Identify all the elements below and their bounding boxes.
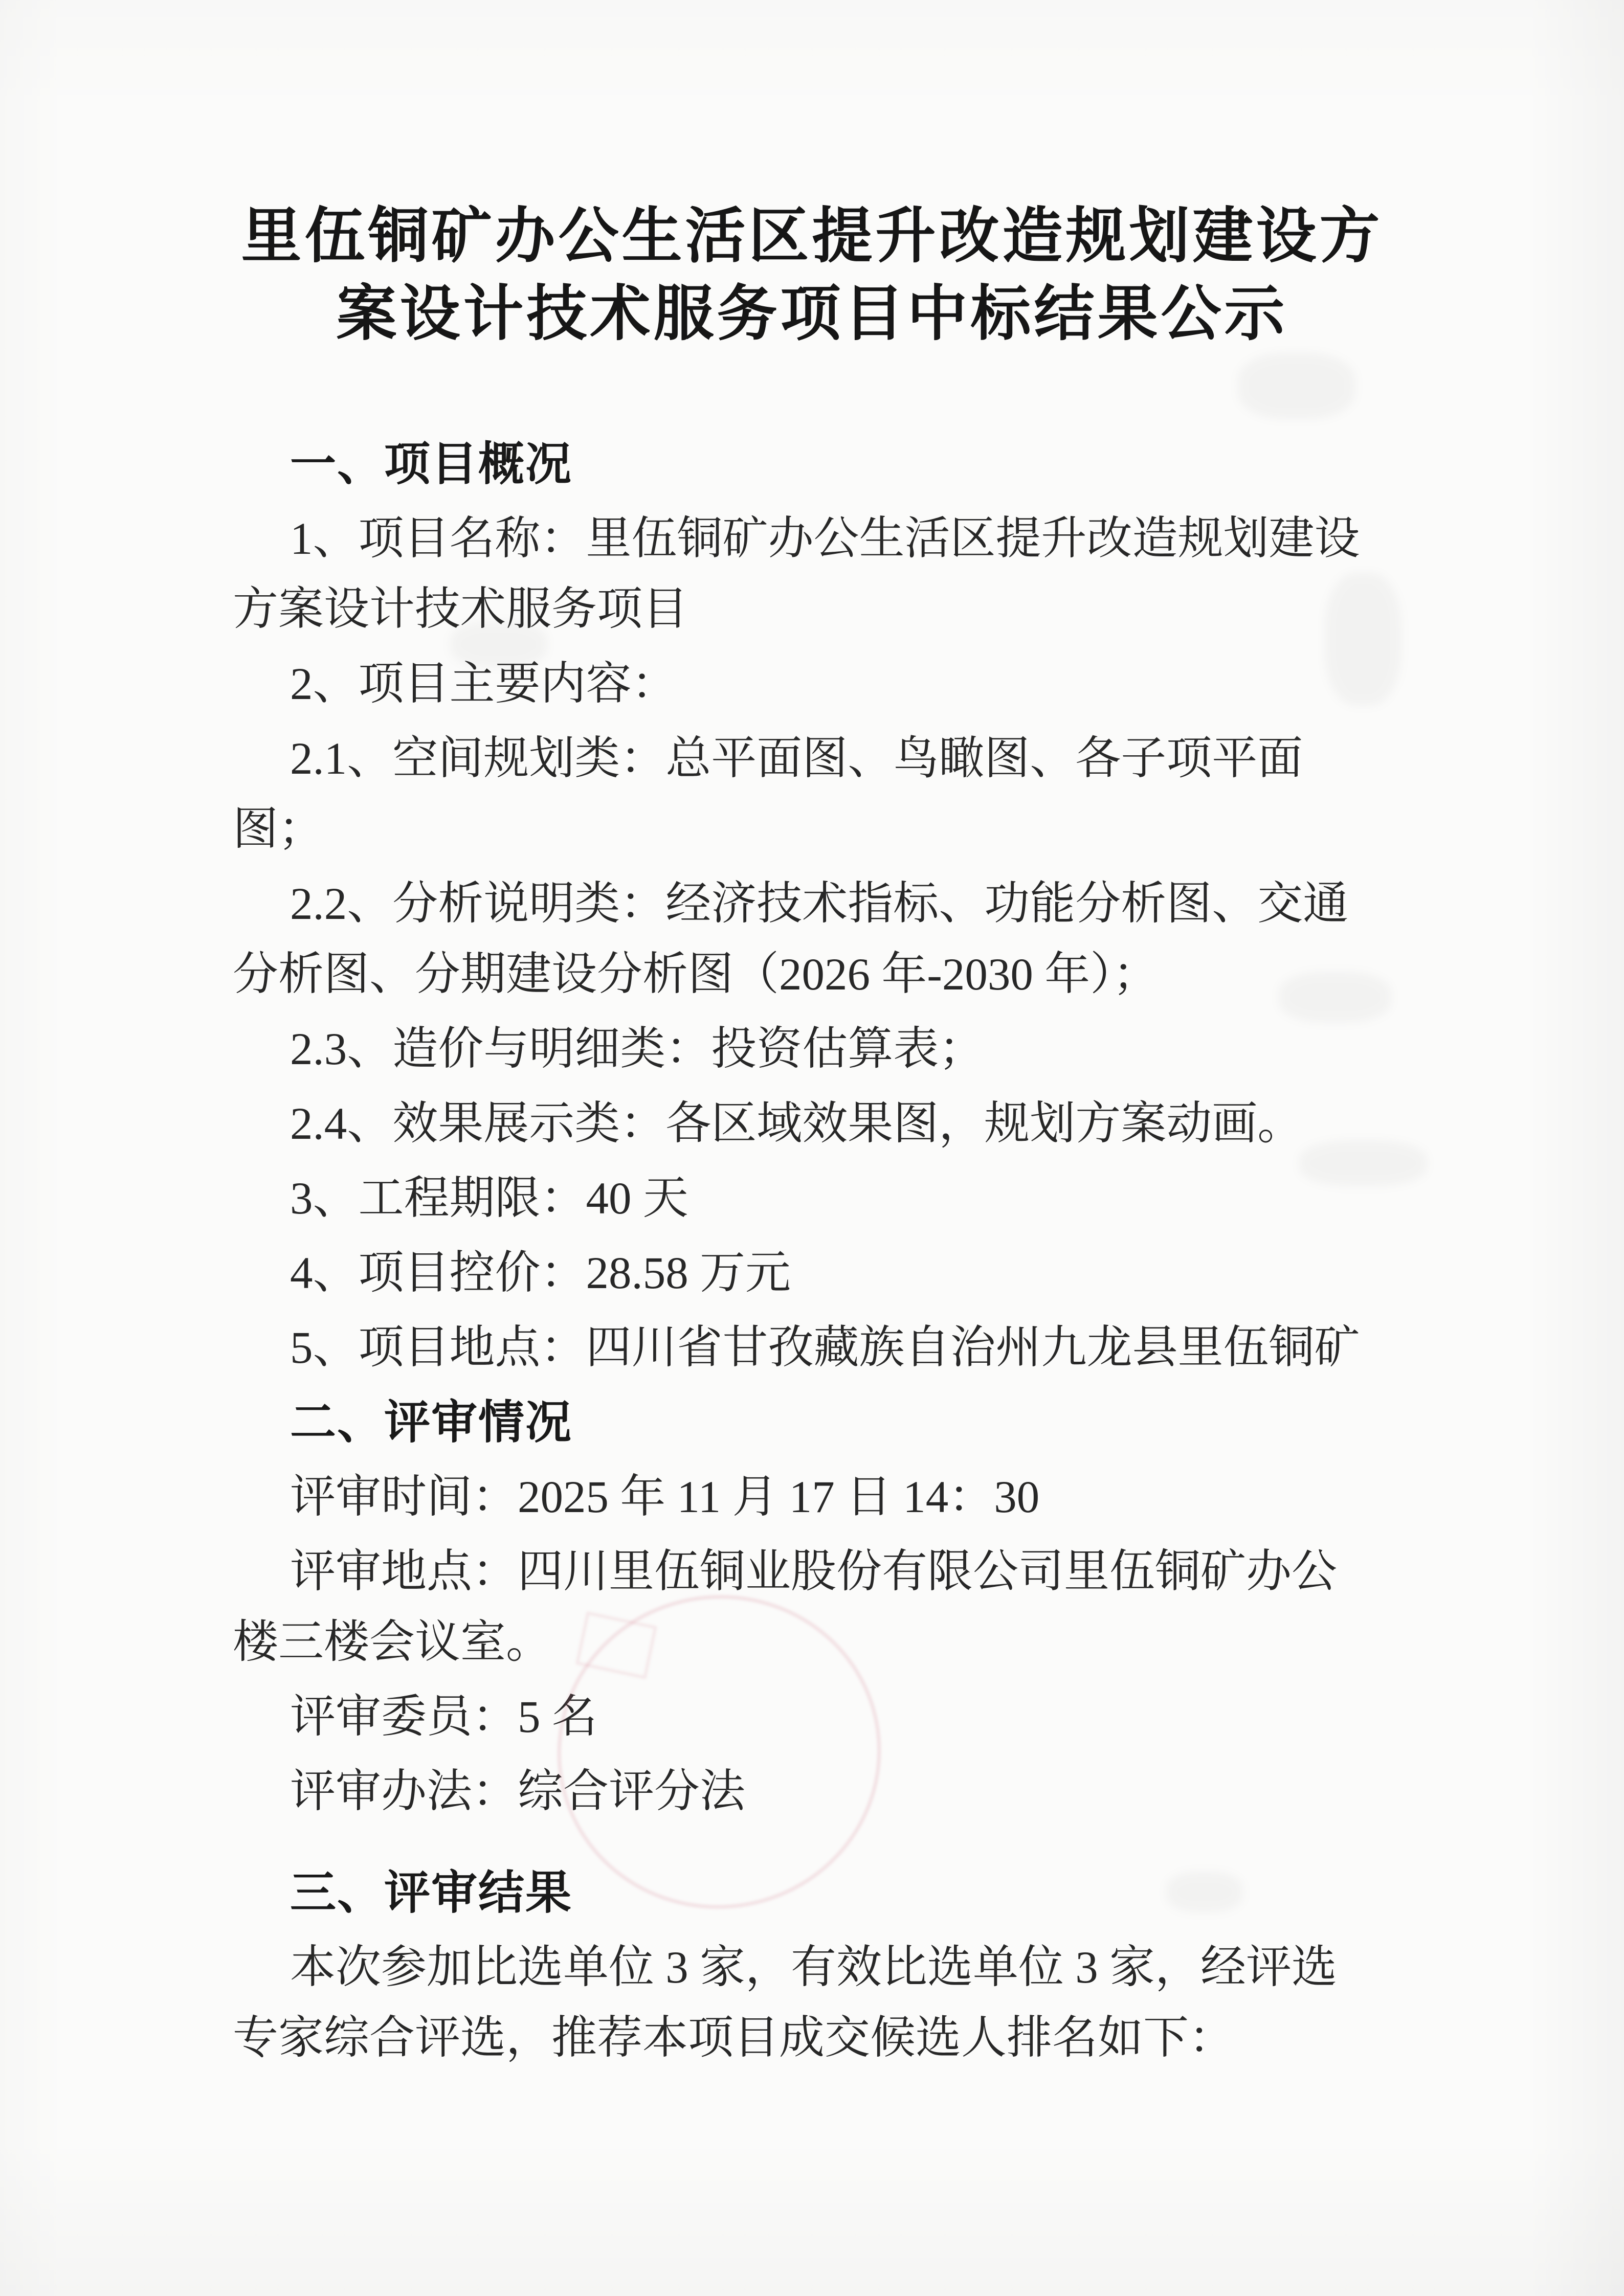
item-2-2-line-2: 分析图、分期建设分析图（2026 年-2030 年）； xyxy=(233,950,1159,1000)
section-2-heading: 二、评审情况 xyxy=(290,1395,572,1449)
item-2-1-line-1: 2.1、空间规划类：总平面图、鸟瞰图、各子项平面 xyxy=(290,734,1303,784)
project-location: 5、项目地点：四川省甘孜藏族自治州九龙县里伍铜矿 xyxy=(290,1323,1360,1373)
review-members: 评审委员：5 名 xyxy=(290,1692,597,1742)
item-2-1-line-2: 图； xyxy=(233,804,324,854)
result-line-2: 专家综合评选，推荐本项目成交候选人排名如下： xyxy=(233,2013,1234,2063)
review-place-line-2: 楼三楼会议室。 xyxy=(233,1617,551,1668)
project-duration: 3、工程期限：40 天 xyxy=(290,1174,688,1224)
project-budget: 4、项目控价：28.58 万元 xyxy=(290,1248,791,1298)
result-line-1: 本次参加比选单位 3 家，有效比选单位 3 家，经评选 xyxy=(290,1943,1337,1993)
review-time: 评审时间：2025 年 11 月 17 日 14：30 xyxy=(290,1472,1040,1522)
document-body xyxy=(233,429,1471,2074)
bleed-through-smudge xyxy=(1238,353,1355,419)
project-name-line-2: 方案设计技术服务项目 xyxy=(233,584,688,635)
project-name-line-1: 1、项目名称：里伍铜矿办公生活区提升改造规划建设 xyxy=(290,514,1360,564)
item-2-4: 2.4、效果展示类：各区域效果图，规划方案动画。 xyxy=(290,1099,1303,1149)
section-1-heading: 一、项目概况 xyxy=(290,437,572,491)
item-2-2-line-1: 2.2、分析说明类：经济技术指标、功能分析图、交通 xyxy=(290,879,1349,929)
project-content-heading: 2、项目主要内容： xyxy=(290,659,677,709)
item-2-3: 2.3、造价与明细类：投资估算表； xyxy=(290,1024,985,1074)
title-line-1: 里伍铜矿办公生活区提升改造规划建设方 xyxy=(241,200,1383,271)
document-title xyxy=(0,197,1624,352)
review-place-line-1: 评审地点：四川里伍铜业股份有限公司里伍铜矿办公 xyxy=(290,1547,1337,1597)
title-line-2: 案设计技术服务项目中标结果公示 xyxy=(336,278,1288,349)
section-3-heading: 三、评审结果 xyxy=(290,1866,572,1920)
review-method: 评审办法：综合评分法 xyxy=(290,1767,745,1817)
